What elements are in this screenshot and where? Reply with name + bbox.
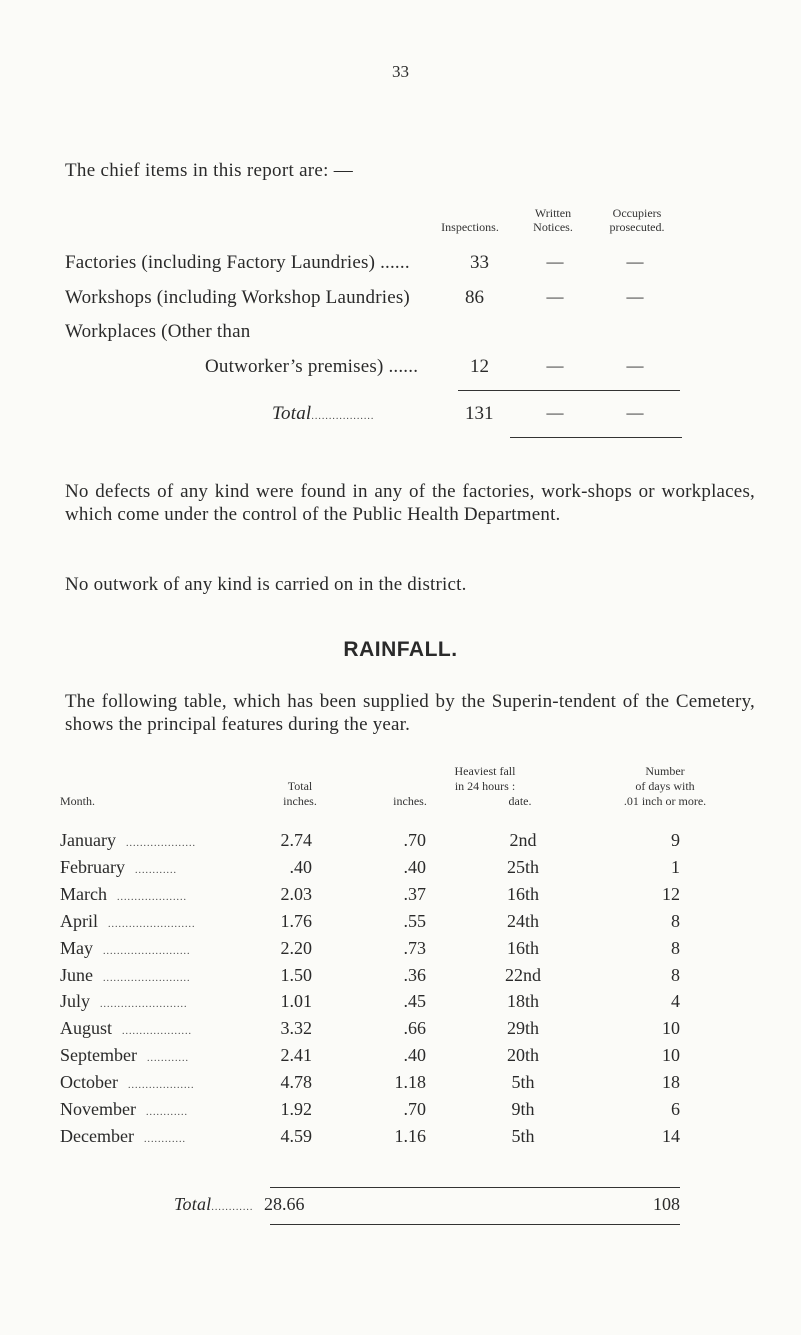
rainfall-heaviest-inches-cell: .45 (403, 991, 426, 1012)
heaviest-header-1: Heaviest fall (454, 764, 516, 778)
rainfall-row (0, 991, 801, 1015)
rainfall-total-inches-cell: 3.32 (280, 1018, 312, 1039)
rainfall-month (60, 938, 191, 959)
rainfall-heaviest-inches-cell: 1.18 (394, 1072, 426, 1093)
inspection-total-dots: .................. (311, 411, 375, 422)
rainfall-heaviest-inches-cell: 1.16 (394, 1125, 426, 1146)
rainfall-total-inches-cell: 1.92 (280, 1099, 312, 1119)
rainfall-month-dots: ......................... (100, 999, 188, 1011)
inspection-row-count: 12 (470, 356, 489, 377)
inspection-row-count: 33 (470, 252, 489, 273)
inspection-row-notices: — (546, 356, 564, 375)
rainfall-month-dots: ......................... (103, 945, 191, 957)
intro-text: The chief items in this report are: — (65, 160, 354, 181)
rainfall-row (0, 1018, 801, 1042)
rainfall-month-label: October (60, 1072, 118, 1093)
rainfall-month-label: March (60, 883, 107, 904)
rainfall-heaviest-date-cell: 16th (506, 937, 539, 958)
rainfall-month-label: May (60, 937, 93, 958)
rainfall-month-dots: .................... (125, 838, 196, 849)
inspection-total-prosecuted: — (626, 403, 644, 422)
rainfall-month-label: February (60, 856, 125, 877)
rainfall-month-dots: ................... (127, 1080, 195, 1092)
written-header-2: Notices. (533, 220, 573, 234)
rainfall-heaviest-date-cell: 20th (506, 1045, 539, 1066)
inspection-total-notices: — (546, 403, 564, 422)
rainfall-days-cell: 6 (671, 1099, 680, 1119)
rainfall-heaviest-inches-cell: .66 (403, 1018, 426, 1039)
inspection-total-label: Total (272, 403, 312, 424)
rainfall-days-cell: 12 (662, 883, 680, 904)
rainfall-total-rule-bottom (270, 1224, 680, 1225)
rainfall-month-label: November (60, 1099, 136, 1119)
paragraph-no-defects: No defects of any kind were found in any of the factories, work-shops or workplaces, which come under the control of the Public Health Department. (65, 481, 755, 525)
rainfall-heaviest-date-cell: 2nd (509, 830, 537, 850)
rainfall-month (60, 1099, 188, 1120)
paragraph-rainfall-intro: The following table, which has been supplied by the Superin-tendent of the Cemetery, shows the principal features during the year. (65, 691, 755, 735)
inspection-row-notices: — (546, 252, 564, 271)
rainfall-total-inches-cell: 2.03 (280, 883, 312, 904)
rainfall-days-cell: 8 (671, 910, 680, 931)
rainfall-total-inches-cell: 2.20 (280, 937, 312, 958)
rainfall-days-cell: 8 (671, 937, 680, 958)
rainfall-month-dots: ......................... (108, 918, 196, 930)
rainfall-total-row (174, 1194, 253, 1215)
rainfall-month-label: December (60, 1125, 134, 1146)
rainfall-heaviest-inches-cell: .70 (403, 830, 426, 850)
written-header-1: Written (534, 206, 572, 220)
rainfall-heaviest-date-cell: 24th (506, 910, 539, 931)
rainfall-days-cell: 4 (671, 991, 680, 1012)
inspection-row-label: Workshops (including Workshop Laundries) (65, 287, 410, 308)
total-rule-top (458, 390, 680, 391)
rainfall-month-dots: .................... (116, 891, 187, 903)
days-header-3: .01 inch or more. (623, 794, 707, 808)
rainfall-row (0, 830, 801, 854)
rainfall-month-dots: ............ (145, 1107, 188, 1118)
occupiers-header-1: Occupiers (612, 206, 662, 220)
rainfall-month-dots: ............ (146, 1053, 189, 1065)
rainfall-total-inches-cell: 4.59 (280, 1125, 312, 1146)
rainfall-heaviest-date-cell: 29th (506, 1018, 539, 1039)
rainfall-heaviest-inches-cell: .40 (403, 856, 426, 877)
rainfall-days-cell: 10 (662, 1018, 680, 1039)
inspection-row-label: Factories (including Factory Laundries) ...... (65, 252, 410, 273)
inspection-row-label: Outworker’s premises) ...... (205, 356, 419, 377)
rainfall-month-label: September (60, 1045, 137, 1066)
rainfall-days-cell: 14 (662, 1125, 680, 1146)
inspection-row-count: 86 (465, 287, 484, 308)
inspection-row-prosecuted: — (626, 287, 644, 306)
rainfall-month-label: April (60, 910, 98, 931)
rainfall-heaviest-inches-cell: .40 (403, 1045, 426, 1066)
rainfall-heaviest-date-cell: 5th (511, 1072, 535, 1093)
heaviest-inches-header: inches. (393, 794, 427, 808)
rainfall-month (60, 1045, 189, 1066)
rainfall-month (60, 991, 188, 1012)
rainfall-total-label: Total (174, 1194, 212, 1214)
rainfall-total-inches-cell: .40 (289, 856, 312, 877)
total-header-1: Total (287, 779, 313, 793)
total-rule-bottom (510, 437, 682, 438)
rainfall-total-days: 108 (653, 1194, 680, 1214)
rainfall-month (60, 911, 196, 932)
rainfall-total-dots: ............ (211, 1202, 254, 1213)
paragraph-no-outwork: No outwork of any kind is carried on in the district. (65, 574, 467, 595)
rainfall-heaviest-date-cell: 25th (506, 856, 539, 877)
rainfall-month-dots: ............ (134, 864, 177, 876)
rainfall-heaviest-inches-cell: .70 (403, 1099, 426, 1119)
rainfall-total-inches-cell: 1.50 (280, 964, 312, 985)
rainfall-heaviest-inches-cell: .36 (403, 964, 426, 985)
rainfall-month-dots: .................... (122, 1026, 193, 1038)
rainfall-total-inches-cell: 1.76 (280, 910, 312, 931)
rainfall-days-cell: 8 (671, 964, 680, 985)
days-header-2: of days with (635, 779, 695, 793)
month-header: Month. (60, 794, 96, 808)
page-number: 33 (392, 62, 409, 81)
rainfall-heaviest-inches-cell: .37 (403, 883, 426, 904)
rainfall-month-dots: ............ (143, 1133, 186, 1145)
rainfall-row (0, 884, 801, 908)
rainfall-total-inches-cell: 2.74 (280, 830, 312, 850)
rainfall-heaviest-inches-cell: .73 (403, 937, 426, 958)
rainfall-row (0, 1072, 801, 1096)
rainfall-row (0, 938, 801, 962)
rainfall-row (0, 857, 801, 881)
rainfall-days-cell: 10 (662, 1045, 680, 1066)
rainfall-row (0, 965, 801, 989)
rainfall-month-label: January (60, 830, 116, 850)
rainfall-month (60, 965, 191, 986)
rainfall-heaviest-date-cell: 16th (506, 883, 539, 904)
inspection-row-prosecuted: — (626, 356, 644, 375)
heaviest-date-header: date. (508, 794, 532, 808)
rainfall-heaviest-date-cell: 18th (506, 991, 539, 1012)
inspections-header: Inspections. (441, 220, 499, 234)
inspection-total-count: 131 (465, 403, 494, 424)
inspection-row-notices: — (546, 287, 564, 306)
rainfall-total-inches-cell: 4.78 (280, 1072, 312, 1093)
rainfall-month-label: July (60, 991, 91, 1012)
rainfall-month-label: August (60, 1018, 113, 1039)
rainfall-days-cell: 18 (662, 1072, 680, 1093)
rainfall-total-rule-top (270, 1187, 680, 1188)
rainfall-month-label: June (60, 964, 93, 985)
rainfall-row (0, 911, 801, 935)
rainfall-month (60, 857, 177, 878)
total-header-2: inches. (283, 794, 317, 808)
rainfall-heaviest-date-cell: 22nd (505, 964, 541, 985)
occupiers-header-2: prosecuted. (609, 220, 665, 234)
rainfall-heaviest-inches-cell: .55 (403, 910, 426, 931)
days-header-1: Number (645, 764, 685, 778)
inspection-row-prosecuted: — (626, 252, 644, 271)
rainfall-month-dots: ......................... (103, 972, 191, 984)
rainfall-row (0, 1126, 801, 1150)
rainfall-total-inches-cell: 2.41 (280, 1045, 312, 1066)
rainfall-days-cell: 1 (671, 856, 680, 877)
inspection-row-label: Workplaces (Other than (65, 321, 251, 342)
rainfall-month (60, 884, 187, 905)
rainfall-heaviest-date-cell: 9th (511, 1099, 535, 1119)
rainfall-days-cell: 9 (671, 830, 680, 850)
rainfall-row (0, 1099, 801, 1123)
heaviest-header-2: in 24 hours : (454, 779, 516, 793)
rainfall-row (0, 1045, 801, 1069)
inspection-total-row (272, 403, 374, 425)
rainfall-month (60, 1126, 186, 1147)
rainfall-heading: RAINFALL. (343, 638, 458, 661)
rainfall-total-inches: 28.66 (264, 1194, 305, 1214)
rainfall-total-inches-cell: 1.01 (280, 991, 312, 1012)
rainfall-month (60, 830, 196, 851)
rainfall-heaviest-date-cell: 5th (511, 1125, 535, 1146)
rainfall-month (60, 1072, 194, 1093)
rainfall-month (60, 1018, 192, 1039)
